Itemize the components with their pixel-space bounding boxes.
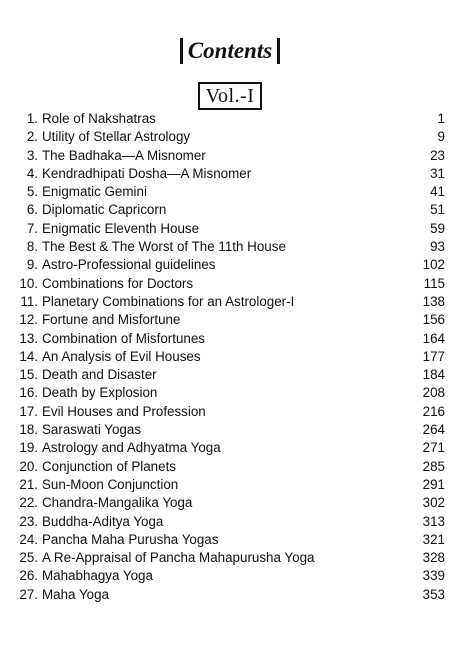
toc-entry-title: Astrology and Adhyatma Yoga [42, 440, 221, 456]
toc-entry-title: Fortune and Misfortune [42, 312, 181, 328]
toc-entry-title: Death and Disaster [42, 367, 157, 383]
toc-entry-number: 2. [26, 129, 38, 145]
toc-entry-page: 23 [430, 147, 445, 163]
toc-entry [16, 531, 445, 549]
toc-entry-number: 15. [19, 367, 38, 383]
toc-entry-title: A Re-Appraisal of Pancha Mahapurusha Yoga [42, 550, 315, 566]
toc-entry [16, 165, 445, 183]
toc-entry-page: 177 [422, 348, 445, 364]
toc-entry-title: Utility of Stellar Astrology [42, 129, 191, 145]
toc-entry-number: 17. [19, 403, 38, 419]
toc-entry-number: 14. [19, 348, 38, 364]
toc-entry-page: 164 [422, 330, 445, 346]
toc-entry [16, 183, 445, 201]
toc-entry-number: 12. [19, 312, 38, 328]
toc-entry-title: Conjunction of Planets [42, 458, 176, 474]
toc-entry [16, 330, 445, 348]
toc-entry [16, 110, 445, 128]
toc-entry-page: 115 [423, 275, 445, 291]
toc-entry-number: 7. [26, 220, 38, 236]
toc-entry-number: 21. [19, 476, 38, 492]
toc-entry-page: 302 [422, 495, 445, 511]
toc-entry-page: 339 [422, 568, 445, 584]
toc-entry [16, 384, 445, 402]
toc-entry-title: Combination of Misfortunes [42, 330, 205, 346]
toc-entry-title: The Best & The Worst of The 11th House [42, 239, 286, 255]
toc-entry-page: 216 [422, 403, 445, 419]
toc-entry-number: 24. [19, 531, 38, 547]
toc-entry [16, 366, 445, 384]
toc-entry-page: 31 [430, 165, 445, 181]
heading-container [0, 38, 460, 64]
toc-entry-page: 93 [430, 239, 445, 255]
toc-entry-number: 4. [26, 165, 38, 181]
toc-entry-number: 6. [26, 202, 38, 218]
toc-entry-title: Enigmatic Eleventh House [42, 220, 200, 236]
toc-entry-title: An Analysis of Evil Houses [42, 348, 201, 364]
toc-entry [16, 439, 445, 457]
toc-entry-number: 18. [19, 422, 38, 438]
toc-entry-page: 313 [422, 513, 445, 529]
toc-entry-title: Combinations for Doctors [42, 275, 194, 291]
toc-entry [16, 476, 445, 494]
toc-entry-title: Planetary Combinations for an Astrologer-I [42, 293, 295, 309]
toc-entry-number: 1. [26, 111, 38, 126]
toc-entry-number: 27. [19, 586, 38, 602]
toc-entry-page: 208 [422, 385, 445, 401]
toc-entry-page: 285 [422, 458, 445, 474]
toc-entry-number: 10. [19, 275, 38, 291]
toc-entry [16, 311, 445, 329]
toc-entry-number: 23. [19, 513, 38, 529]
toc-entry-title: Saraswati Yogas [42, 422, 142, 438]
toc-entry [16, 586, 445, 604]
toc-entry-number: 25. [19, 550, 38, 566]
volume-container [0, 82, 460, 110]
toc-entry [16, 238, 445, 256]
toc-entry-page: 1 [437, 111, 445, 126]
toc-entry-title: Diplomatic Capricorn [42, 202, 167, 218]
toc-entry [16, 403, 445, 421]
toc-entry-page: 264 [422, 422, 445, 438]
toc-entry-page: 156 [422, 312, 445, 328]
toc-entry [16, 421, 445, 439]
toc-entry-title: Mahabhagya Yoga [42, 568, 153, 584]
toc-entry-page: 9 [437, 129, 445, 145]
toc-entry-title: Pancha Maha Purusha Yogas [42, 531, 219, 547]
toc-entry-page: 51 [430, 202, 445, 218]
toc-entry-title: Enigmatic Gemini [42, 184, 147, 200]
toc-entry [16, 513, 445, 531]
toc-entry-number: 5. [26, 184, 38, 200]
toc-entry-number: 3. [26, 147, 38, 163]
toc-entry [16, 293, 445, 311]
toc-entry [16, 567, 445, 585]
toc-entry-page: 59 [430, 220, 445, 236]
toc-entry-title: Death by Explosion [42, 385, 158, 401]
toc-entry [16, 220, 445, 238]
toc-entry-number: 8. [26, 239, 38, 255]
toc-entry [16, 147, 445, 165]
toc-entry-title: Sun-Moon Conjunction [42, 476, 179, 492]
toc-entry-title: The Badhaka—A Misnomer [42, 147, 206, 163]
toc-entry-number: 26. [19, 568, 38, 584]
contents-heading: Contents [180, 38, 280, 64]
toc-entry [16, 275, 445, 293]
toc-entry-page: 41 [430, 184, 445, 200]
toc-entry [16, 128, 445, 146]
toc-entry-number: 11. [20, 293, 38, 309]
toc-entry-title: Role of Nakshatras [42, 111, 156, 126]
toc-entry-number: 20. [19, 458, 38, 474]
toc-entry-page: 353 [422, 586, 445, 602]
toc-entry-number: 9. [26, 257, 38, 273]
toc-entry [16, 494, 445, 512]
toc-entry [16, 348, 445, 366]
toc-entry-page: 291 [422, 476, 445, 492]
toc-entry-number: 22. [19, 495, 38, 511]
toc-entry-title: Evil Houses and Profession [42, 403, 206, 419]
volume-label: Vol.-I [198, 82, 263, 110]
toc-entry-number: 16. [19, 385, 38, 401]
toc-entry [16, 256, 445, 274]
toc-entry-title: Buddha-Aditya Yoga [42, 513, 164, 529]
toc-entry [16, 458, 445, 476]
toc-entry-page: 138 [422, 293, 445, 309]
toc-entry-page: 102 [422, 257, 445, 273]
toc-entry-number: 19. [19, 440, 38, 456]
toc-entry-title: Kendradhipati Dosha—A Misnomer [42, 165, 252, 181]
toc-entry-title: Chandra-Mangalika Yoga [42, 495, 193, 511]
toc-entry-page: 271 [422, 440, 445, 456]
toc-entry [16, 201, 445, 219]
toc-entry-page: 184 [422, 367, 445, 383]
toc-entry-page: 321 [422, 531, 445, 547]
toc-entry [16, 549, 445, 567]
toc-entry-number: 13. [19, 330, 38, 346]
table-of-contents [16, 110, 445, 604]
toc-entry-page: 328 [422, 550, 445, 566]
toc-entry-title: Maha Yoga [42, 586, 110, 602]
toc-entry-title: Astro-Professional guidelines [42, 257, 216, 273]
